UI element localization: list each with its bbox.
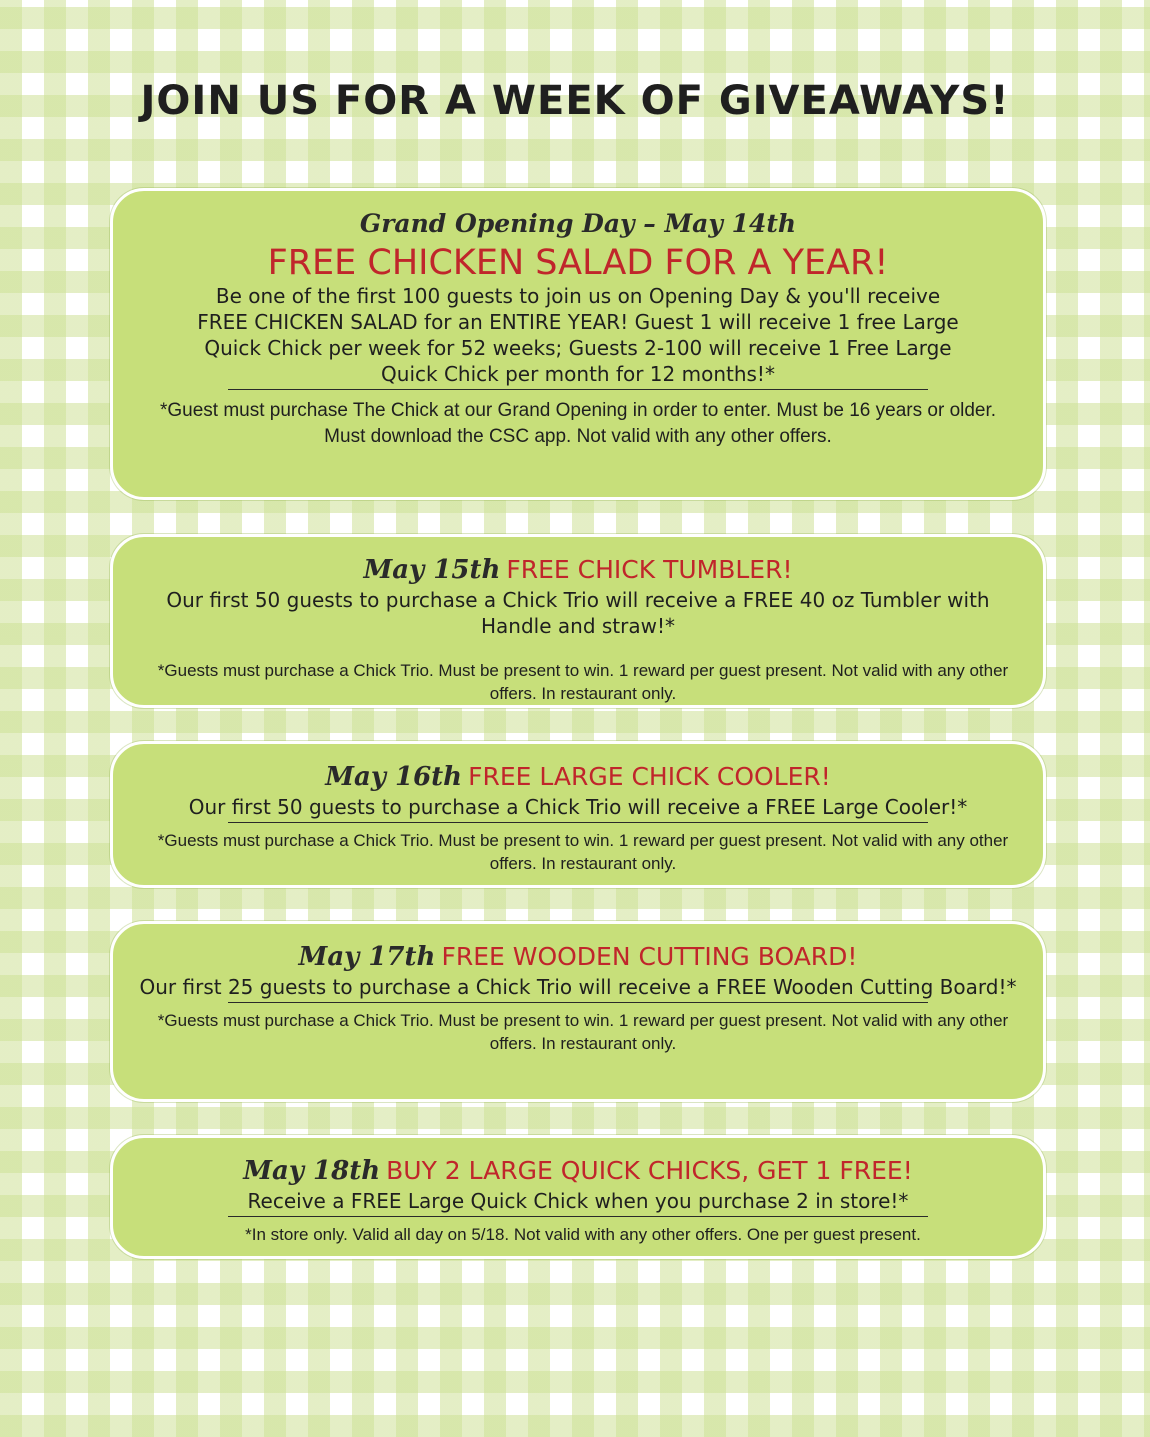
card-fine-print: *In store only. Valid all day on 5/18. Not valid with any other offers. One per guest present. xyxy=(245,1225,921,1244)
card-title: FREE LARGE CHICK COOLER! xyxy=(468,762,831,791)
card-body: Our first 25 guests to purchase a Chick Trio will receive a FREE Wooden Cutting Board!* xyxy=(139,975,1017,999)
card-fine-print: *Guests must purchase a Chick Trio. Must be present to win. 1 reward per guest present. Not valid with any other offers. In restaurant only. xyxy=(157,831,1009,873)
card-title: FREE CHICKEN SALAD FOR A YEAR! xyxy=(267,243,889,283)
giveaway-card-may-16 xyxy=(110,741,1046,888)
card-fine-print: *Guests must purchase a Chick Trio. Must be present to win. 1 reward per guest present. Not valid with any other offers. In restaurant only. xyxy=(157,1011,1009,1053)
card-heading xyxy=(133,940,1023,974)
card-body: Our first 50 guests to purchase a Chick Trio will receive a FREE Large Cooler!* xyxy=(188,795,968,819)
card-date: May 17th xyxy=(298,942,436,972)
card-heading xyxy=(133,553,1023,587)
card-date: May 15th xyxy=(363,555,501,585)
card-divider xyxy=(228,389,928,390)
card-divider xyxy=(228,1216,928,1217)
giveaway-card-may-14 xyxy=(110,188,1046,500)
card-heading xyxy=(133,760,1023,794)
card-title: BUY 2 LARGE QUICK CHICKS, GET 1 FREE! xyxy=(386,1156,913,1185)
giveaway-card-may-18 xyxy=(110,1135,1046,1259)
card-date: May 18th xyxy=(243,1156,381,1186)
card-divider xyxy=(228,1002,928,1003)
card-fine-print: *Guests must purchase a Chick Trio. Must be present to win. 1 reward per guest present. Not valid with any other offers. In restaurant only. xyxy=(157,661,1009,703)
card-body: Be one of the first 100 guests to join us on Opening Day & you'll receive FREE CHICKEN SALAD for an ENTIRE YEAR! Guest 1 will receive 1 free Large Quick Chick per week for 52 weeks; Guests 2-100 will receive 1 Free Large Quick Chick per month for 12 months!* xyxy=(197,284,959,386)
page-headline: JOIN US FOR A WEEK OF GIVEAWAYS! xyxy=(140,78,1010,124)
giveaway-card-may-15 xyxy=(110,534,1046,708)
card-divider xyxy=(228,822,928,823)
card-body: Receive a FREE Large Quick Chick when you purchase 2 in store!* xyxy=(247,1189,909,1213)
card-divider: ______________________________________________________________ xyxy=(310,639,846,655)
card-body: Our first 50 guests to purchase a Chick Trio will receive a FREE 40 oz Tumbler with Handle and straw!* xyxy=(166,588,990,638)
card-title: FREE CHICK TUMBLER! xyxy=(506,555,793,584)
card-fine-print: *Guest must purchase The Chick at our Grand Opening in order to enter. Must be 16 years or older. Must download the CSC app. Not valid with any other offers. xyxy=(159,400,997,447)
card-date: May 16th xyxy=(325,762,463,792)
card-heading xyxy=(133,1154,1023,1188)
giveaway-card-may-17 xyxy=(110,921,1046,1102)
card-date: Grand Opening Day – May 14th xyxy=(359,209,797,238)
card-title: FREE WOODEN CUTTING BOARD! xyxy=(441,942,858,971)
